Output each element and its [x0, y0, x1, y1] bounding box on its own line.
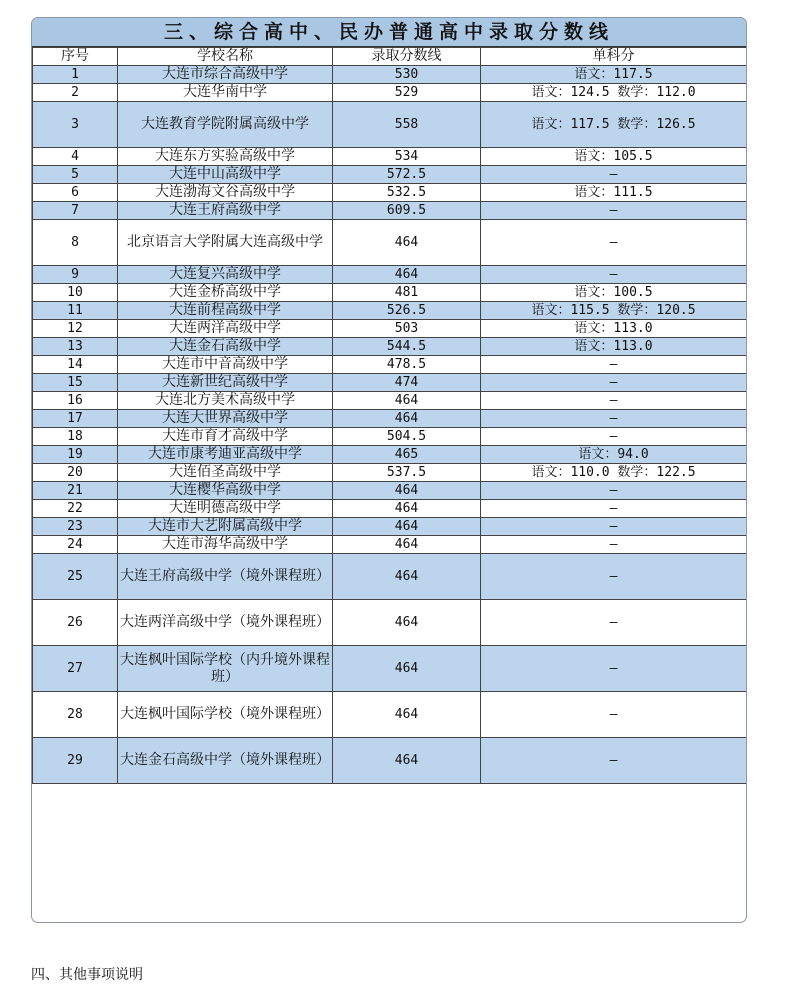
- table-row: [33, 446, 747, 464]
- row-index: 23: [33, 518, 118, 536]
- row-index: 22: [33, 500, 118, 518]
- table-row: [33, 266, 747, 284]
- row-school-name: 大连前程高级中学: [118, 302, 333, 320]
- row-school-name: 大连佰圣高级中学: [118, 464, 333, 482]
- header-score: 录取分数线: [333, 48, 481, 66]
- row-school-name: 大连两洋高级中学（境外课程班）: [118, 600, 333, 646]
- table-row: [33, 66, 747, 84]
- row-index: 19: [33, 446, 118, 464]
- row-index: 4: [33, 148, 118, 166]
- table-row: [33, 392, 747, 410]
- row-single-subject-score: 语文：100.5: [481, 284, 747, 302]
- table-row: [33, 600, 747, 646]
- row-index: 20: [33, 464, 118, 482]
- row-admission-score: 474: [333, 374, 481, 392]
- row-index: 17: [33, 410, 118, 428]
- table-row: [33, 428, 747, 446]
- row-index: 27: [33, 646, 118, 692]
- row-school-name: 大连王府高级中学（境外课程班）: [118, 554, 333, 600]
- table-row: [33, 148, 747, 166]
- row-single-subject-score: 语文：124.5 数学：112.0: [481, 84, 747, 102]
- row-school-name: 大连王府高级中学: [118, 202, 333, 220]
- row-school-name: 大连复兴高级中学: [118, 266, 333, 284]
- row-single-subject-score: —: [481, 166, 747, 184]
- table-row: [33, 284, 747, 302]
- row-admission-score: 534: [333, 148, 481, 166]
- row-single-subject-score: —: [481, 356, 747, 374]
- row-school-name: 大连枫叶国际学校（内升境外课程班）: [118, 646, 333, 692]
- footer-note: 四、其他事项说明: [31, 967, 143, 983]
- table-row: [33, 500, 747, 518]
- row-index: 6: [33, 184, 118, 202]
- table-row: [33, 220, 747, 266]
- row-single-subject-score: —: [481, 646, 747, 692]
- row-school-name: 大连市中音高级中学: [118, 356, 333, 374]
- row-single-subject-score: 语文：105.5: [481, 148, 747, 166]
- row-admission-score: 464: [333, 554, 481, 600]
- table-row: [33, 554, 747, 600]
- row-school-name: 大连市康考迪亚高级中学: [118, 446, 333, 464]
- row-admission-score: 464: [333, 646, 481, 692]
- row-admission-score: 464: [333, 536, 481, 554]
- table-row: [33, 84, 747, 102]
- header-index: 序号: [33, 48, 118, 66]
- row-admission-score: 537.5: [333, 464, 481, 482]
- row-admission-score: 464: [333, 738, 481, 784]
- table-row: [33, 536, 747, 554]
- row-school-name: 大连市大艺附属高级中学: [118, 518, 333, 536]
- row-index: 11: [33, 302, 118, 320]
- row-index: 9: [33, 266, 118, 284]
- row-index: 25: [33, 554, 118, 600]
- row-school-name: 大连市海华高级中学: [118, 536, 333, 554]
- row-single-subject-score: 语文：113.0: [481, 320, 747, 338]
- row-index: 28: [33, 692, 118, 738]
- row-school-name: 大连东方实验高级中学: [118, 148, 333, 166]
- row-admission-score: 464: [333, 220, 481, 266]
- row-index: 14: [33, 356, 118, 374]
- row-index: 29: [33, 738, 118, 784]
- row-admission-score: 464: [333, 410, 481, 428]
- row-single-subject-score: 语文：117.5 数学：126.5: [481, 102, 747, 148]
- row-school-name: 大连新世纪高级中学: [118, 374, 333, 392]
- row-school-name: 大连明德高级中学: [118, 500, 333, 518]
- header-school: 学校名称: [118, 48, 333, 66]
- row-school-name: 大连教育学院附属高级中学: [118, 102, 333, 148]
- row-index: 26: [33, 600, 118, 646]
- row-index: 13: [33, 338, 118, 356]
- row-school-name: 大连两洋高级中学: [118, 320, 333, 338]
- row-admission-score: 481: [333, 284, 481, 302]
- row-index: 7: [33, 202, 118, 220]
- row-single-subject-score: —: [481, 554, 747, 600]
- table-row: [33, 518, 747, 536]
- row-admission-score: 504.5: [333, 428, 481, 446]
- row-school-name: 大连金石高级中学（境外课程班）: [118, 738, 333, 784]
- row-admission-score: 558: [333, 102, 481, 148]
- row-index: 10: [33, 284, 118, 302]
- row-single-subject-score: —: [481, 536, 747, 554]
- row-single-subject-score: —: [481, 266, 747, 284]
- table-row: [33, 464, 747, 482]
- row-school-name: 大连市综合高级中学: [118, 66, 333, 84]
- table-row: [33, 646, 747, 692]
- table-row: [33, 338, 747, 356]
- row-school-name: 大连金石高级中学: [118, 338, 333, 356]
- row-admission-score: 544.5: [333, 338, 481, 356]
- row-school-name: 大连大世界高级中学: [118, 410, 333, 428]
- row-index: 12: [33, 320, 118, 338]
- table-row: [33, 202, 747, 220]
- row-single-subject-score: 语文：117.5: [481, 66, 747, 84]
- table-row: [33, 482, 747, 500]
- row-single-subject-score: —: [481, 600, 747, 646]
- header-single: 单科分: [481, 48, 747, 66]
- row-index: 24: [33, 536, 118, 554]
- row-admission-score: 464: [333, 600, 481, 646]
- row-single-subject-score: —: [481, 374, 747, 392]
- row-admission-score: 532.5: [333, 184, 481, 202]
- row-admission-score: 478.5: [333, 356, 481, 374]
- row-school-name: 大连市育才高级中学: [118, 428, 333, 446]
- row-admission-score: 609.5: [333, 202, 481, 220]
- row-single-subject-score: 语文：115.5 数学：120.5: [481, 302, 747, 320]
- row-index: 5: [33, 166, 118, 184]
- table-row: [33, 356, 747, 374]
- row-admission-score: 464: [333, 482, 481, 500]
- row-admission-score: 464: [333, 392, 481, 410]
- row-admission-score: 464: [333, 692, 481, 738]
- row-school-name: 大连北方美术高级中学: [118, 392, 333, 410]
- row-single-subject-score: —: [481, 428, 747, 446]
- table-row: [33, 410, 747, 428]
- row-single-subject-score: —: [481, 202, 747, 220]
- table-row: [33, 302, 747, 320]
- table-row: [33, 102, 747, 148]
- row-admission-score: 464: [333, 266, 481, 284]
- row-single-subject-score: —: [481, 410, 747, 428]
- row-school-name: 大连金桥高级中学: [118, 284, 333, 302]
- row-single-subject-score: 语文：113.0: [481, 338, 747, 356]
- row-admission-score: 530: [333, 66, 481, 84]
- row-index: 16: [33, 392, 118, 410]
- admission-score-table-card: [31, 17, 747, 923]
- row-school-name: 大连中山高级中学: [118, 166, 333, 184]
- row-admission-score: 465: [333, 446, 481, 464]
- row-admission-score: 503: [333, 320, 481, 338]
- row-admission-score: 464: [333, 518, 481, 536]
- row-school-name: 大连樱华高级中学: [118, 482, 333, 500]
- row-index: 1: [33, 66, 118, 84]
- row-single-subject-score: —: [481, 738, 747, 784]
- row-single-subject-score: —: [481, 392, 747, 410]
- row-single-subject-score: —: [481, 482, 747, 500]
- row-single-subject-score: —: [481, 500, 747, 518]
- row-school-name: 大连华南中学: [118, 84, 333, 102]
- row-school-name: 大连枫叶国际学校（境外课程班）: [118, 692, 333, 738]
- row-single-subject-score: 语文：110.0 数学：122.5: [481, 464, 747, 482]
- row-index: 2: [33, 84, 118, 102]
- row-single-subject-score: —: [481, 220, 747, 266]
- row-admission-score: 464: [333, 500, 481, 518]
- row-admission-score: 526.5: [333, 302, 481, 320]
- row-single-subject-score: —: [481, 692, 747, 738]
- row-single-subject-score: 语文：111.5: [481, 184, 747, 202]
- row-index: 18: [33, 428, 118, 446]
- table-row: [33, 166, 747, 184]
- row-single-subject-score: 语文：94.0: [481, 446, 747, 464]
- row-index: 15: [33, 374, 118, 392]
- row-school-name: 北京语言大学附属大连高级中学: [118, 220, 333, 266]
- table-row: [33, 738, 747, 784]
- row-admission-score: 572.5: [333, 166, 481, 184]
- row-school-name: 大连渤海文谷高级中学: [118, 184, 333, 202]
- score-table: [32, 47, 747, 784]
- row-admission-score: 529: [333, 84, 481, 102]
- table-title: 三、综合高中、民办普通高中录取分数线: [32, 18, 746, 47]
- table-row: [33, 374, 747, 392]
- table-row: [33, 320, 747, 338]
- row-index: 8: [33, 220, 118, 266]
- table-row: [33, 184, 747, 202]
- row-single-subject-score: —: [481, 518, 747, 536]
- row-index: 21: [33, 482, 118, 500]
- row-index: 3: [33, 102, 118, 148]
- table-row: [33, 692, 747, 738]
